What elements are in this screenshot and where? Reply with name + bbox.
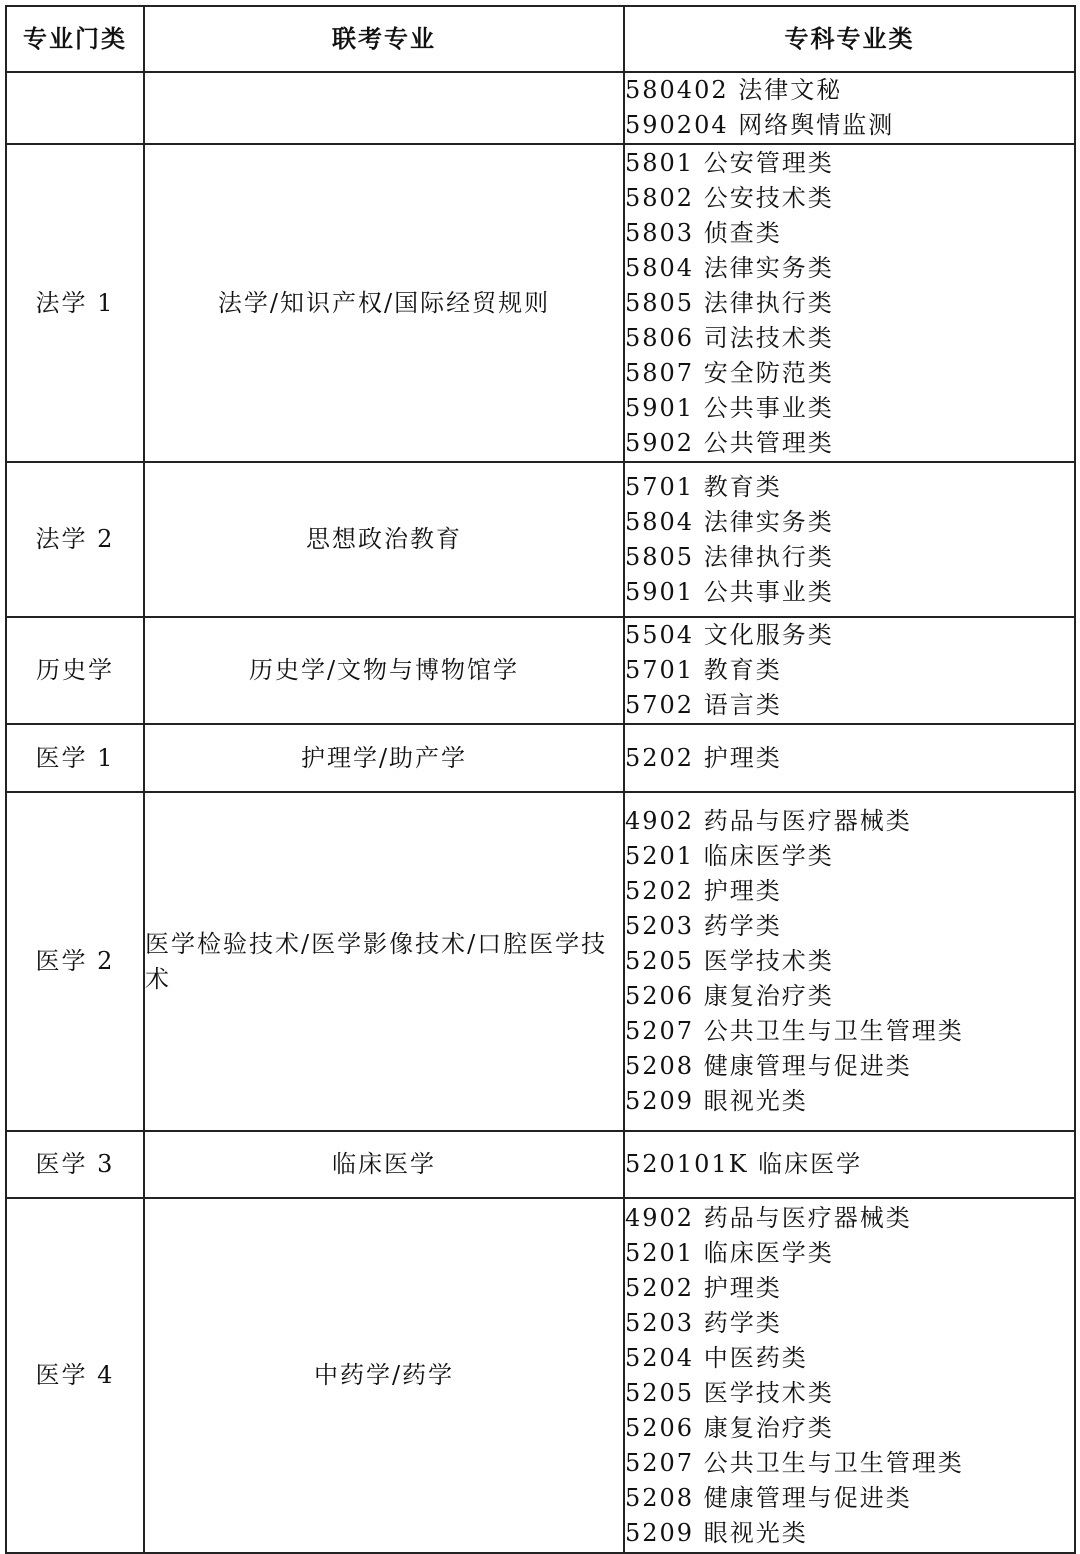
joint-exam-major-cell: 法学/知识产权/国际经贸规则 [144,144,624,462]
junior-college-majors-cell [624,144,1075,462]
major-class-item: 5806 司法技术类 [625,323,834,352]
junior-college-majors-cell [624,792,1075,1131]
discipline-category-cell: 法学 1 [6,144,144,462]
major-class-item: 5804 法律实务类 [625,507,834,536]
major-class-item: 5902 公共管理类 [625,428,834,457]
table-row [6,462,1075,617]
major-class-item: 5504 文化服务类 [625,621,834,649]
major-class-item: 5203 药学类 [625,912,782,940]
major-class-item: 5204 中医药类 [625,1343,808,1372]
junior-college-majors-cell [624,724,1075,792]
header-discipline-category: 专业门类 [6,6,144,72]
major-class-item: 5207 公共卫生与卫生管理类 [625,1017,964,1045]
header-junior-college-major-class: 专科专业类 [624,6,1075,72]
major-class-item: 5209 眼视光类 [625,1087,808,1115]
table-row [6,1198,1075,1553]
major-class-item: 5701 教育类 [625,656,782,684]
joint-exam-major-cell: 历史学/文物与博物馆学 [144,617,624,724]
discipline-category-cell: 历史学 [6,617,144,724]
major-class-item: 5208 健康管理与促进类 [625,1483,912,1512]
junior-college-majors-cell [624,1131,1075,1198]
major-class-item: 5202 护理类 [625,877,782,905]
major-class-item: 520101K 临床医学 [625,1150,863,1178]
major-class-item: 4902 药品与医疗器械类 [625,1203,912,1232]
table-row [6,724,1075,792]
major-class-item: 5201 临床医学类 [625,842,834,870]
major-class-item: 5804 法律实务类 [625,253,834,282]
major-class-item: 5202 护理类 [625,1273,782,1302]
joint-exam-major-cell [144,72,624,144]
table-row [6,792,1075,1131]
major-mapping-table [5,5,1076,1554]
joint-exam-major-cell: 医学检验技术/医学影像技术/口腔医学技术 [144,792,624,1131]
major-class-item: 5807 安全防范类 [625,358,834,387]
major-class-item: 5702 语言类 [625,691,782,719]
header-joint-exam-major: 联考专业 [144,6,624,72]
discipline-category-cell [6,72,144,144]
major-class-item: 5202 护理类 [625,743,782,772]
discipline-category-cell: 法学 2 [6,462,144,617]
table-row [6,72,1075,144]
major-class-item: 5701 教育类 [625,472,782,501]
table-row [6,144,1075,462]
major-class-item: 5805 法律执行类 [625,288,834,317]
joint-exam-major-cell: 思想政治教育 [144,462,624,617]
junior-college-majors-cell [624,72,1075,144]
discipline-category-cell: 医学 4 [6,1198,144,1553]
major-class-item: 5901 公共事业类 [625,393,834,422]
major-class-item: 5205 医学技术类 [625,1378,834,1407]
major-class-item: 5206 康复治疗类 [625,1413,834,1442]
major-class-item: 5203 药学类 [625,1308,782,1337]
discipline-category-cell: 医学 3 [6,1131,144,1198]
major-class-item: 580402 法律文秘 [625,76,843,104]
major-class-item: 5208 健康管理与促进类 [625,1052,912,1080]
major-class-item: 5803 侦查类 [625,218,782,247]
major-class-item: 5201 临床医学类 [625,1238,834,1267]
major-class-item: 4902 药品与医疗器械类 [625,807,912,835]
major-class-item: 5209 眼视光类 [625,1518,808,1547]
discipline-category-cell: 医学 1 [6,724,144,792]
major-class-item: 590204 网络舆情监测 [625,111,895,139]
table-header-row [6,6,1075,72]
table-body [6,72,1075,1553]
joint-exam-major-cell: 护理学/助产学 [144,724,624,792]
table-row [6,617,1075,724]
joint-exam-major-cell: 中药学/药学 [144,1198,624,1553]
major-class-item: 5206 康复治疗类 [625,982,834,1010]
major-class-item: 5801 公安管理类 [625,148,834,177]
major-class-item: 5805 法律执行类 [625,542,834,571]
discipline-category-cell: 医学 2 [6,792,144,1131]
major-class-item: 5205 医学技术类 [625,947,834,975]
major-class-item: 5207 公共卫生与卫生管理类 [625,1448,964,1477]
major-class-item: 5901 公共事业类 [625,577,834,606]
junior-college-majors-cell [624,462,1075,617]
joint-exam-major-cell: 临床医学 [144,1131,624,1198]
major-class-item: 5802 公安技术类 [625,183,834,212]
junior-college-majors-cell [624,1198,1075,1553]
junior-college-majors-cell [624,617,1075,724]
table-row [6,1131,1075,1198]
